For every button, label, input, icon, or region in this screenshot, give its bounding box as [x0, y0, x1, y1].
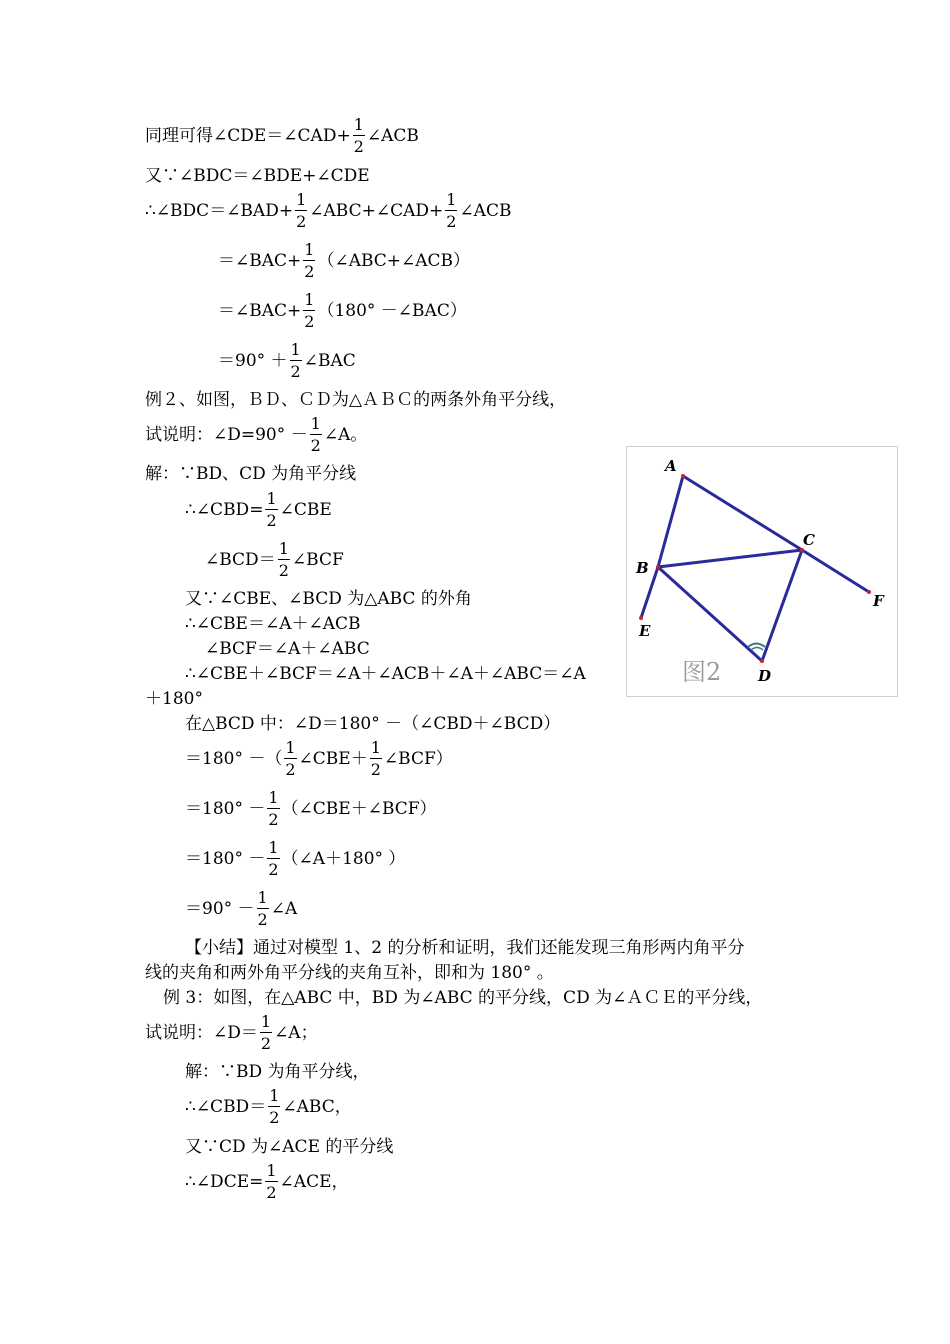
fraction-numerator: 1: [310, 414, 321, 433]
line-text: 试说明：∠D＝: [145, 1023, 258, 1043]
fraction: [445, 190, 457, 233]
line-text: ＝∠BAC+: [218, 301, 302, 321]
fraction-denominator: 2: [266, 511, 277, 530]
fraction-numerator: 1: [304, 240, 315, 259]
fraction-numerator: 1: [285, 738, 296, 757]
line-text: 解：∵BD 为角平分线，: [185, 1062, 370, 1082]
text-line: [205, 539, 344, 582]
label-e: E: [639, 622, 651, 640]
line-text: ＝180° －: [185, 799, 266, 819]
line-text: （∠CBE＋∠BCF）: [281, 799, 437, 819]
line-text: ＝180° －（: [185, 749, 283, 769]
text-line: [145, 115, 419, 158]
label-c: C: [803, 531, 815, 549]
fraction: [265, 1161, 277, 1204]
text-line: [163, 988, 762, 1008]
segment-ac: [683, 476, 802, 550]
text-line: [218, 240, 470, 283]
text-line: [185, 938, 744, 958]
line-text: ∠ACB: [366, 126, 419, 146]
fraction-denominator: 2: [285, 760, 296, 779]
fraction-denominator: 2: [268, 860, 279, 879]
text-line: [145, 414, 367, 457]
fraction-numerator: 1: [290, 340, 301, 359]
fraction-numerator: 1: [260, 1012, 272, 1031]
fraction-denominator: 2: [266, 1183, 277, 1202]
text-line: [145, 166, 370, 186]
line-text: 同理可得∠CDE＝∠CAD+: [145, 126, 351, 146]
line-text: 又∵CD 为∠ACE 的平分线: [185, 1137, 394, 1157]
fraction: [310, 414, 322, 457]
text-line: [145, 1012, 318, 1055]
fraction-denominator: 2: [446, 212, 457, 231]
line-text: ∴∠BDC＝∠BAD+: [145, 201, 294, 221]
fraction-numerator: 1: [266, 489, 277, 508]
line-text: ∠CBE＋: [298, 749, 368, 769]
line-text: ∠BCF: [291, 550, 344, 570]
fraction-denominator: 2: [296, 212, 307, 231]
fraction: [268, 1086, 280, 1129]
line-text: ＝∠BAC+: [218, 251, 302, 271]
fraction: [260, 1012, 272, 1055]
line-text: ∠BAC: [303, 351, 356, 371]
fraction-denominator: 2: [304, 312, 315, 331]
segment-cd: [762, 550, 802, 661]
text-line: [185, 788, 437, 831]
fraction-numerator: 1: [268, 788, 279, 807]
line-text: 线的夹角和两外角平分线的夹角互补，即和为 180° 。: [145, 963, 554, 983]
fraction: [353, 115, 365, 158]
line-text: （∠A＋180° ）: [281, 849, 406, 869]
line-text: ∠ACE，: [279, 1172, 349, 1192]
line-text: ∠BCD＝: [205, 550, 276, 570]
line-text: 试说明：∠D=90° －: [145, 425, 308, 445]
fraction: [303, 240, 315, 283]
fraction: [267, 788, 279, 831]
line-text: 在△BCD 中：∠D＝180° －（∠CBD＋∠BCD）: [185, 714, 561, 734]
line-text: ∴∠CBD=: [185, 500, 264, 520]
fraction-denominator: 2: [370, 760, 381, 779]
ray-cf: [802, 550, 869, 592]
text-line: [218, 290, 467, 333]
fraction: [284, 738, 296, 781]
line-text: ＝90° ＋: [218, 351, 288, 371]
fraction-denominator: 2: [257, 910, 268, 929]
fraction: [303, 290, 315, 333]
line-text: 例 3：如图，在△ABC 中，BD 为∠ABC 的平分线，CD 为∠ＡＣＥ的平分线，: [163, 988, 763, 1008]
fraction: [370, 738, 382, 781]
label-b: B: [636, 559, 649, 577]
fraction: [295, 190, 307, 233]
text-line: [145, 689, 203, 709]
text-line: [185, 614, 361, 634]
text-line: [185, 1062, 370, 1082]
line-text: ∠A。: [323, 425, 368, 445]
label-f: F: [873, 592, 884, 610]
line-text: ∴∠DCE=: [185, 1172, 264, 1192]
figure-lines: [641, 476, 869, 661]
line-text: ∠ABC+∠CAD+: [309, 201, 444, 221]
line-text: 例２、如图，ＢＤ、ＣＤ为△ＡＢＣ的两条外角平分线，: [145, 390, 567, 410]
text-line: [185, 714, 560, 734]
text-line: [185, 489, 332, 532]
line-text: ∠BCF）: [383, 749, 453, 769]
text-line: [145, 963, 554, 983]
line-text: （∠ABC+∠ACB）: [317, 251, 471, 271]
fraction: [257, 888, 269, 931]
line-text: ∠A: [270, 899, 298, 919]
line-text: ∴∠CBE＋∠BCF＝∠A＋∠ACB＋∠A＋∠ABC＝∠A: [185, 664, 586, 684]
text-line: [185, 1161, 349, 1204]
text-line: [218, 340, 356, 383]
text-line: [185, 888, 297, 931]
line-text: ＋180°: [145, 689, 203, 709]
line-text: ∠BCF＝∠A＋∠ABC: [205, 639, 370, 659]
fraction-denominator: 2: [268, 810, 279, 829]
fraction-denominator: 2: [290, 362, 301, 381]
text-line: [145, 390, 566, 410]
text-line: [185, 738, 453, 781]
fraction: [265, 489, 277, 532]
fraction-denominator: 2: [304, 262, 315, 281]
label-a: A: [665, 457, 677, 475]
fraction-denominator: 2: [353, 137, 364, 156]
fraction-numerator: 1: [304, 290, 315, 309]
fraction-numerator: 1: [370, 738, 381, 757]
line-text: ∠CBE: [279, 500, 332, 520]
fraction-numerator: 1: [446, 190, 457, 209]
text-line: [185, 589, 472, 609]
fraction-denominator: 2: [269, 1108, 280, 1127]
text-line: [145, 464, 356, 484]
line-text: 解：∵BD、CD 为角平分线: [145, 464, 357, 484]
fraction: [290, 340, 302, 383]
fraction-denominator: 2: [310, 436, 321, 455]
segment-ab: [658, 476, 683, 567]
line-text: ＝90° －: [185, 899, 255, 919]
figure-2: [626, 446, 898, 697]
text-line: [145, 190, 511, 233]
line-text: 又∵∠CBE、∠BCD 为△ABC 的外角: [185, 589, 472, 609]
fraction-numerator: 1: [278, 539, 289, 558]
line-text: ∠ACB: [459, 201, 512, 221]
fraction-numerator: 1: [257, 888, 268, 907]
fraction-numerator: 1: [353, 115, 364, 134]
text-line: [185, 838, 405, 881]
line-text: （180° －∠BAC）: [317, 301, 467, 321]
line-text: ＝180° －: [185, 849, 266, 869]
text-line: [185, 1137, 393, 1157]
text-line: [185, 1086, 352, 1129]
angle-d-arc: [748, 644, 765, 648]
line-text: ∴∠CBD＝: [185, 1097, 267, 1117]
fraction-numerator: 1: [296, 190, 307, 209]
text-line: [205, 639, 370, 659]
fraction-numerator: 1: [269, 1086, 280, 1105]
triangle-diagram: [627, 447, 897, 696]
fraction-denominator: 2: [278, 561, 289, 580]
label-d: D: [758, 667, 772, 685]
fraction: [267, 838, 279, 881]
fraction-numerator: 1: [266, 1161, 277, 1180]
segment-bc: [658, 550, 802, 567]
line-text: 【小结】通过对模型 1、2 的分析和证明，我们还能发现三角形两内角平分: [185, 938, 745, 958]
figure-caption: 图2: [682, 658, 722, 686]
angle-d-arc-inner: [751, 648, 763, 651]
figure-vertices: [639, 474, 871, 663]
line-text: ∴∠CBE＝∠A＋∠ACB: [185, 614, 361, 634]
fraction-denominator: 2: [260, 1034, 272, 1053]
line-text: ∠A；: [274, 1023, 318, 1043]
fraction-numerator: 1: [268, 838, 279, 857]
segment-bd: [658, 567, 762, 661]
line-text: 又∵∠BDC＝∠BDE+∠CDE: [145, 166, 370, 186]
line-text: ∠ABC，: [282, 1097, 352, 1117]
fraction: [278, 539, 290, 582]
text-line: [185, 664, 586, 684]
